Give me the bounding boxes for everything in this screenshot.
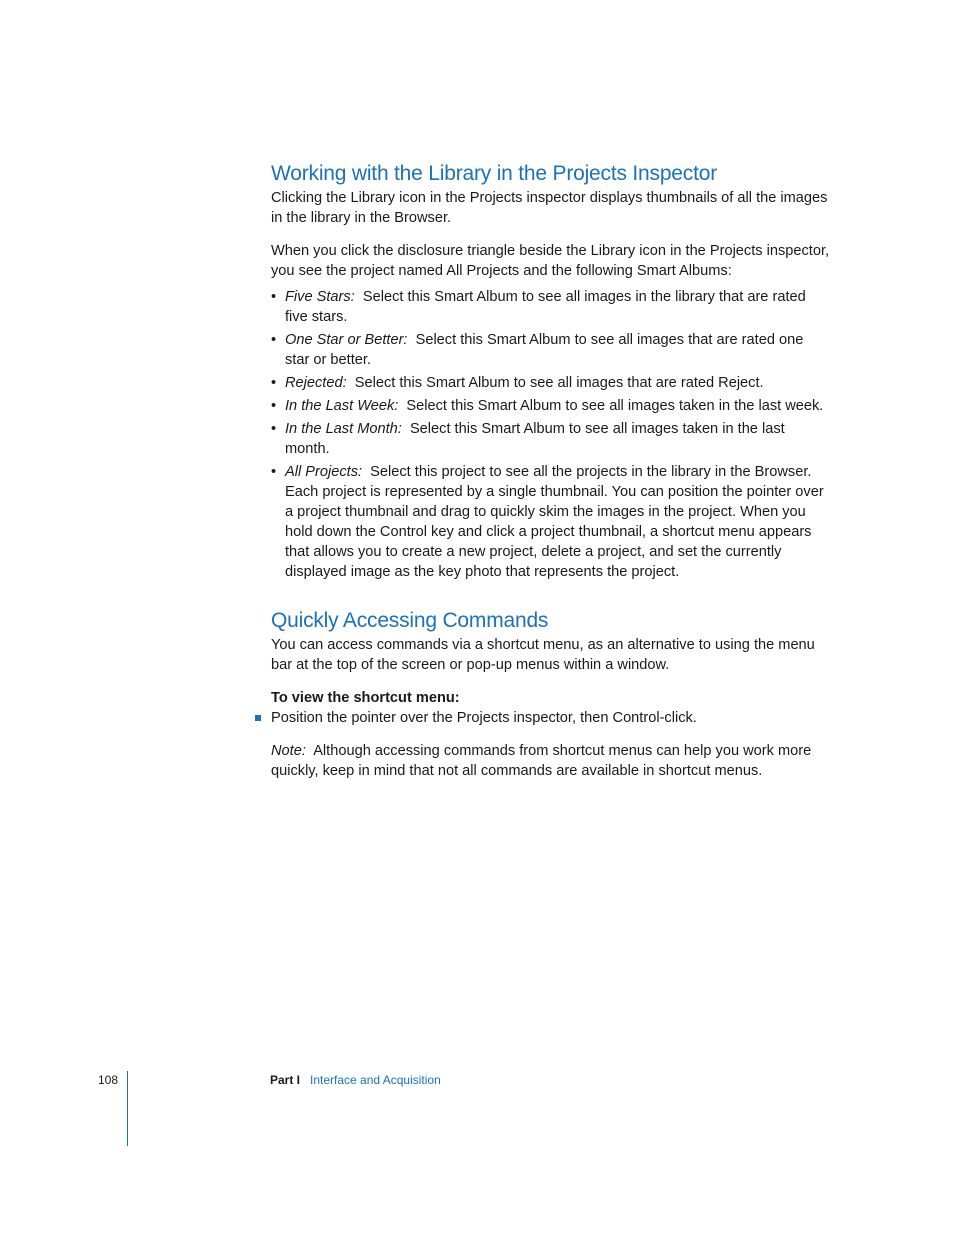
item-term: Rejected:: [285, 375, 347, 391]
bullet-icon: •: [271, 464, 277, 480]
section-heading-library: Working with the Library in the Projects Inspector: [271, 162, 717, 185]
item-term: In the Last Week:: [285, 398, 399, 414]
page-number: 108: [98, 1073, 119, 1087]
bullet-icon: •: [271, 398, 277, 414]
item-text: Select this Smart Album to see all images in the library that are rated five stars.: [285, 289, 806, 325]
item-term: Five Stars:: [285, 289, 355, 305]
list-item: [271, 373, 831, 393]
section-commands: [271, 607, 831, 781]
footer-title: Interface and Acquisition: [310, 1073, 441, 1087]
item-text: Select this Smart Album to see all images taken in the last week.: [406, 398, 824, 414]
note-label: Note:: [271, 743, 306, 759]
section-heading-commands: Quickly Accessing Commands: [271, 609, 549, 632]
footer-part: Part I: [270, 1073, 301, 1087]
item-text: Select this project to see all the projects in the library in the Browser. Each project is represented by a single thumbnail. You can position the pointer over a project thumbnail and drag to quickly skim the images in the project. When you hold down the Control key and click a project thumbnail, a shortcut menu appears that allows you to create a new project, delete a project, and set the currently displayed image as the key photo that represents the project.: [285, 464, 824, 580]
item-term: One Star or Better:: [285, 332, 408, 348]
bullet-icon: •: [271, 289, 277, 305]
bullet-icon: •: [271, 332, 277, 348]
list-item: [271, 396, 831, 416]
procedure-step: [271, 708, 831, 728]
item-term: In the Last Month:: [285, 421, 402, 437]
paragraph: You can access commands via a shortcut menu, as an alternative to using the menu bar at the top of the screen or pop-up menus within a window.: [271, 637, 815, 673]
item-text: Select this Smart Album to see all images that are rated one star or better.: [285, 332, 804, 368]
page-content: [271, 160, 831, 781]
square-bullet-icon: [255, 715, 261, 721]
note: [271, 741, 831, 781]
list-item: [271, 287, 831, 327]
paragraph: Clicking the Library icon in the Projects inspector displays thumbnails of all the images in the library in the Browser.: [271, 190, 828, 226]
item-term: All Projects:: [285, 464, 363, 480]
procedure-title: To view the shortcut menu:: [271, 690, 460, 706]
paragraph: When you click the disclosure triangle beside the Library icon in the Projects inspector, you see the project named All Projects and the following Smart Albums:: [271, 243, 830, 279]
footer: [270, 1072, 441, 1088]
step-text: Position the pointer over the Projects inspector, then Control-click.: [271, 710, 697, 726]
footer-divider: [127, 1071, 128, 1146]
bullet-icon: •: [271, 421, 277, 437]
list-item: [271, 462, 831, 582]
note-text: Although accessing commands from shortcut menus can help you work more quickly, keep in mind that not all commands are available in shortcut menus.: [271, 743, 812, 779]
item-text: Select this Smart Album to see all images that are rated Reject.: [354, 375, 764, 391]
list-item: [271, 330, 831, 370]
bullet-icon: •: [271, 375, 277, 391]
list-item: [271, 419, 831, 459]
item-text: Select this Smart Album to see all images taken in the last month.: [285, 421, 785, 457]
smart-album-list: [271, 287, 831, 582]
